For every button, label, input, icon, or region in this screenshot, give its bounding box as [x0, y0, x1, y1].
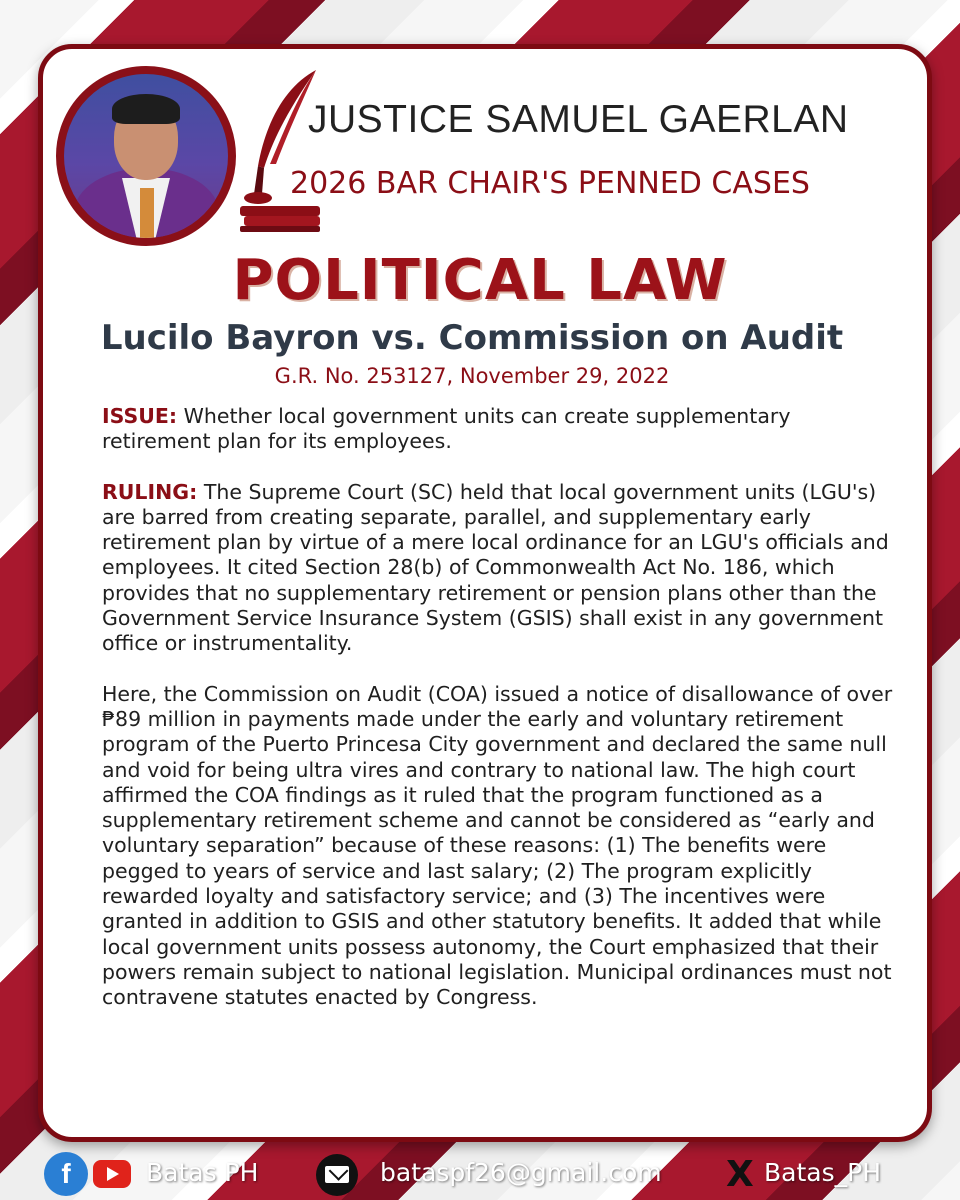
email-icon	[316, 1154, 358, 1196]
portrait-tie	[140, 188, 154, 238]
justice-portrait	[56, 66, 236, 246]
facebook-icon[interactable]: f	[44, 1152, 88, 1196]
ruling-label: RULING:	[102, 479, 198, 504]
case-citation: G.R. No. 253127, November 29, 2022	[274, 364, 670, 388]
discussion-paragraph: Here, the Commission on Audit (COA) issued a notice of disallowance of over ₱89 million in payments made under the early and voluntary retirement program of the Puerto Princesa City government and declared the same null and void for being ultra vires and contrary to national law. The high court affirmed the COA findings as it ruled that the program functioned as a supplementary retirement scheme and cannot be considered as “early and voluntary separation” because of these reasons: (1) The benefits were pegged to years of service and last salary; (2) The program explicitly rewarded loyalty and satisfactory service; and (3) The incentives were granted in addition to GSIS and other statutory benefits. It added that while local government units possess autonomy, the Court emphasized that their powers remain subject to national legislation. Municipal ordinances must not contravene statutes enacted by Congress.	[102, 681, 893, 1010]
section-heading: POLITICAL LAW	[232, 248, 728, 313]
series-subtitle: 2026 BAR CHAIR'S PENNED CASES	[290, 166, 810, 201]
social-name[interactable]: Batas PH	[146, 1158, 259, 1187]
issue-paragraph	[102, 404, 902, 455]
portrait-hair	[112, 94, 180, 124]
issue-text: Whether local government units can create supplementary retirement plan for its employees.	[102, 404, 791, 454]
ruling-paragraph	[102, 480, 902, 657]
footer-bar	[0, 1150, 960, 1200]
x-handle[interactable]: Batas_PH	[764, 1158, 881, 1187]
email-link[interactable]: bataspf26@gmail.com	[380, 1158, 662, 1187]
youtube-icon[interactable]	[93, 1160, 131, 1188]
quill-book-icon	[236, 66, 322, 234]
issue-label: ISSUE:	[102, 404, 178, 428]
case-title: Lucilo Bayron vs. Commission on Audit	[100, 318, 844, 358]
justice-name: JUSTICE SAMUEL GAERLAN	[308, 98, 849, 141]
x-icon[interactable]: X	[726, 1154, 754, 1195]
ruling-text: The Supreme Court (SC) held that local government units (LGU's) are barred from creating separate, parallel, and supplementary early retirement plan by virtue of a mere local ordinance for an LGU's officials and employees. It cited Section 28(b) of Commonwealth Act No. 186, which provides that no supplementary retirement or pension plans other than the Government Service Insurance System (GSIS) shall exist in any government office or instrumentality.	[102, 479, 889, 656]
case-digest	[102, 404, 902, 1036]
